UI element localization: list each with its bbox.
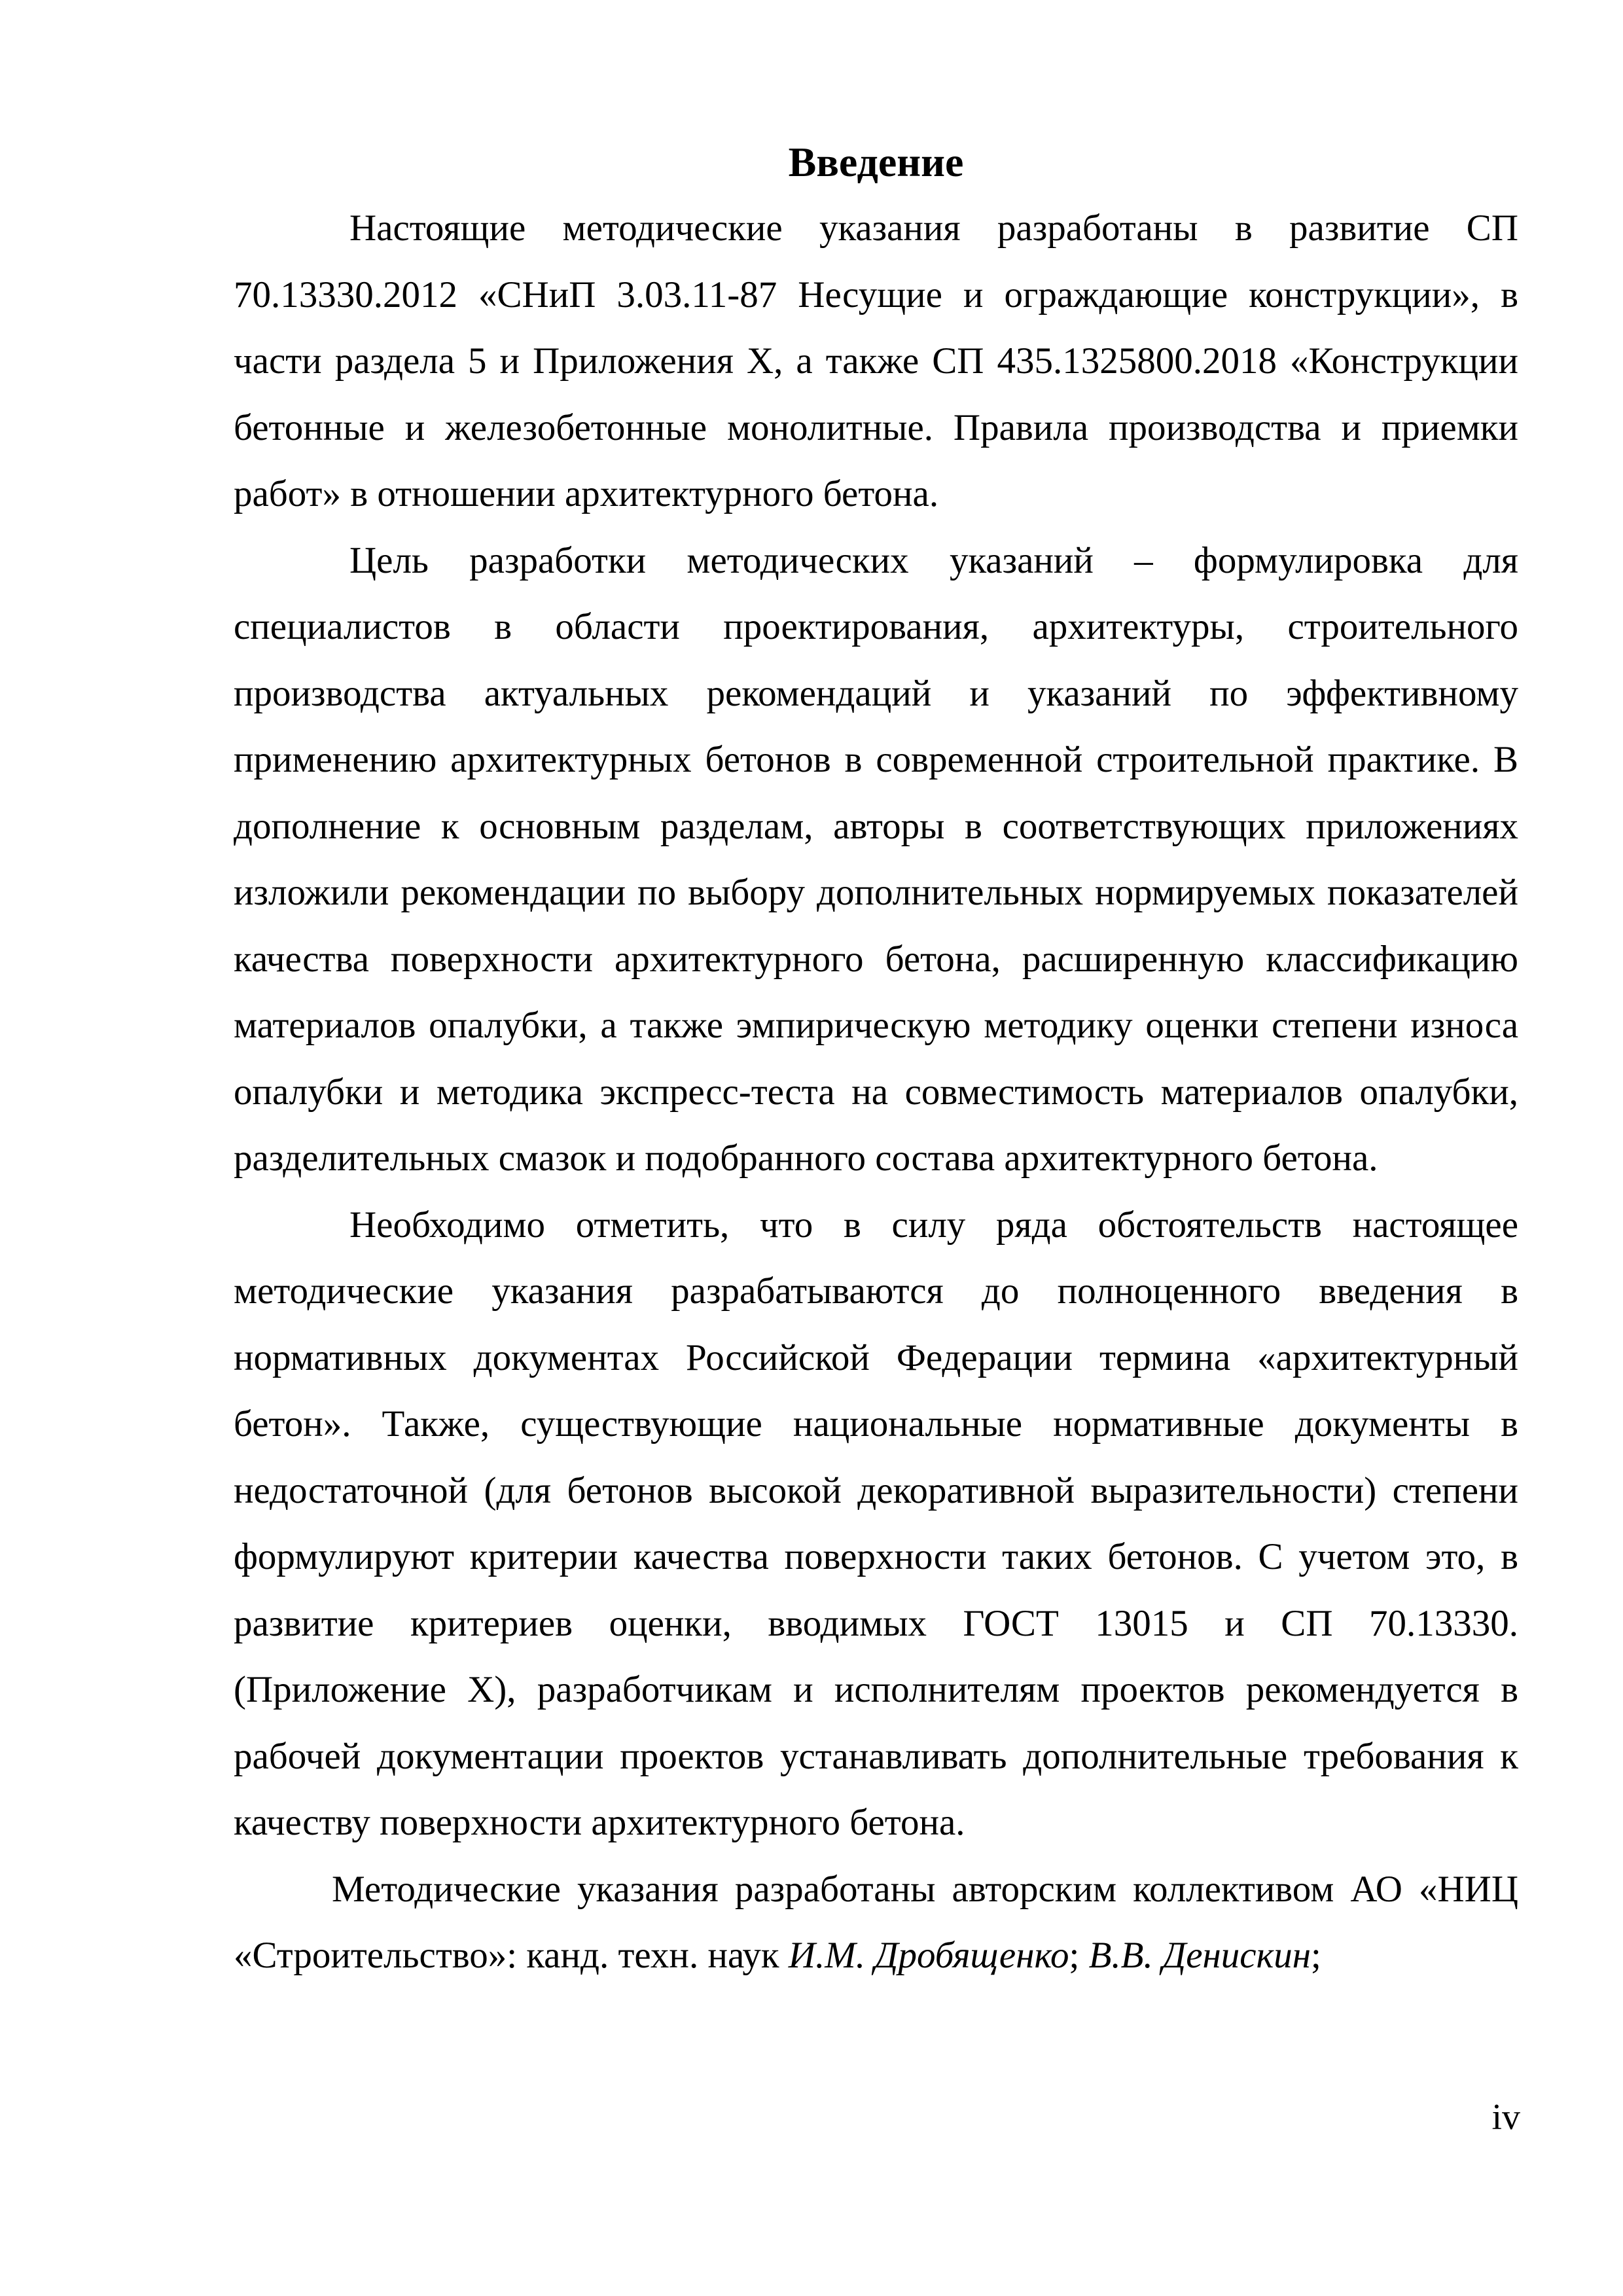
page-title: Введение [788, 139, 964, 185]
author-name: В.В. Денискин [1088, 1935, 1311, 1976]
paragraph-purpose: Настоящие методические указания разработаны в развитие СП 70.13330.2012 «СНиП 3.03.11-87 Несущие и ограждающие конструкции», в части раздела 5 и Приложения Х, а также СП 435.1325800.2018 «Конструкции бетонные и железобетонные монолитные. Правила производства и приемки работ» в отношении архитектурного бетона. [234, 207, 1518, 514]
author-separator: ; [1311, 1935, 1321, 1976]
page-content [234, 130, 1518, 1989]
author-name: И.М. Дробященко [788, 1935, 1069, 1976]
paragraph-goal: Цель разработки методических указаний – формулировка для специалистов в области проектирования, архитектуры, строительного производства актуальных рекомендаций и указаний по эффективному применению архитектурных бетонов в современной строительной практике. В дополнение к основным разделам, авторы в соответствующих приложениях изложили рекомендации по выбору дополнительных нормируемых показателей качества поверхности архитектурного бетона, расширенную классификацию материалов опалубки, а также эмпирическую методику оценки степени износа опалубки и методика экспресс-теста на совместимость материалов опалубки, разделительных смазок и подобранного состава архитектурного бетона. [234, 539, 1518, 1179]
author-separator: ; [1069, 1935, 1089, 1976]
page-number: iv [1491, 2097, 1520, 2138]
paragraph-authors [234, 1856, 1518, 1989]
authors-intro-text: Методические указания разработаны авторским коллективом АО «НИЦ «Строительство»: канд. техн. наук [234, 1868, 1518, 1976]
paragraph-note: Необходимо отметить, что в силу ряда обстоятельств настоящее методические указания разрабатываются до полноценного введения в нормативных документах Российской Федерации термина «архитектурный бетон». Также, существующие национальные нормативные документы в недостаточной (для бетонов высокой декоративной выразительности) степени формулируют критерии качества поверхности таких бетонов. С учетом это, в развитие критериев оценки, вводимых ГОСТ 13015 и СП 70.13330. (Приложение Х), разработчикам и исполнителям проектов рекомендуется в рабочей документации проектов устанавливать дополнительные требования к качеству поверхности архитектурного бетона. [234, 1204, 1518, 1843]
